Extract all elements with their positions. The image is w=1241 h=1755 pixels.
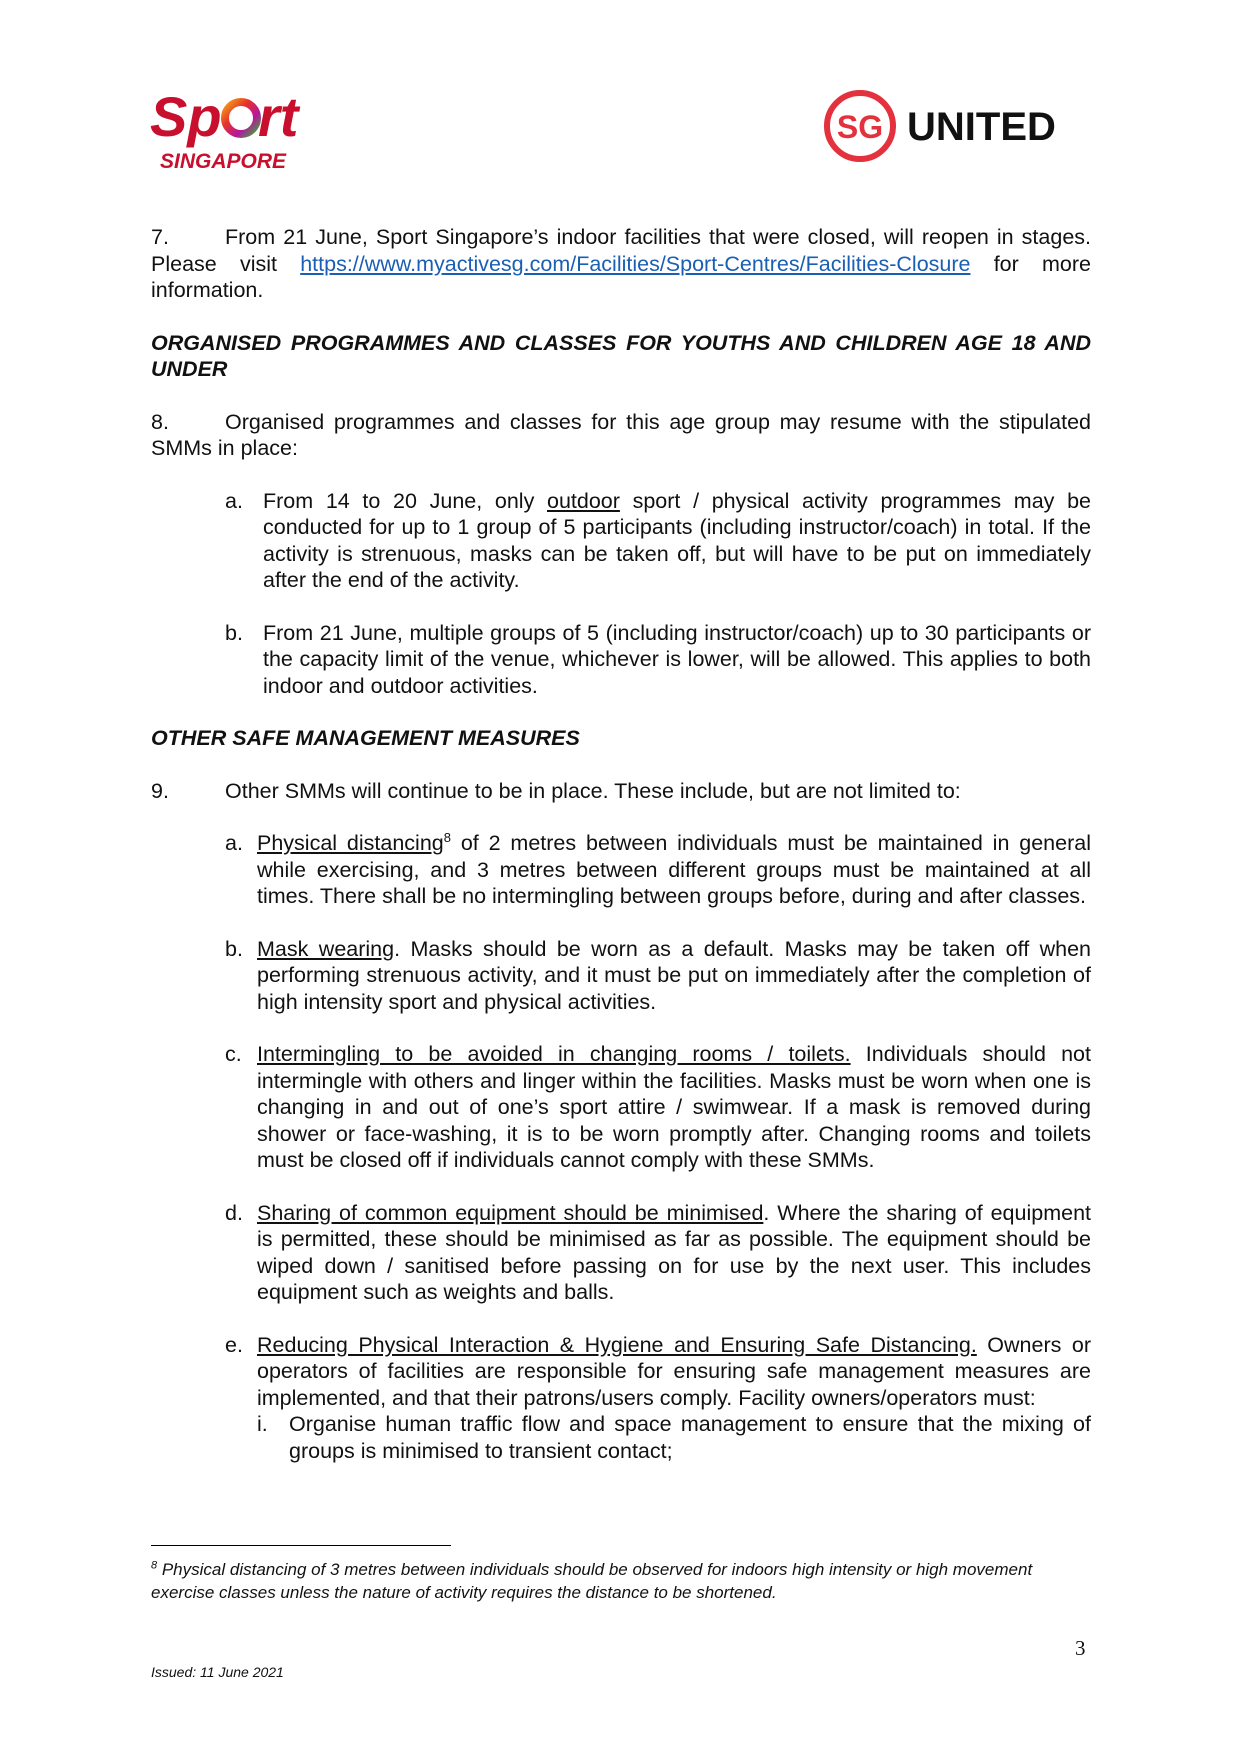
document-body xyxy=(151,224,1091,1464)
list-item-8b xyxy=(225,620,1091,700)
svg-text:SINGAPORE: SINGAPORE xyxy=(160,150,287,173)
list-text: Mask wearing. Masks should be worn as a default. Masks may be taken off when performing strenuous activity, and it must be put on immediately after the completion of high intensity sport and physical activities. xyxy=(257,936,1091,1014)
list-text: Intermingling to be avoided in changing rooms / toilets. Individuals should not intermingle with others and linger within the facilities. Masks must be worn when one is changing in and out of one’s sport attire / swimwear. If a mask is removed during shower or face-washing, it is to be worn promptly after. Changing rooms and toilets must be closed off if individuals cannot comply with these SMMs. xyxy=(257,1042,1091,1172)
paragraph-text-end: for more information. xyxy=(151,251,1091,302)
facilities-closure-link[interactable]: https://www.myactivesg.com/Facilities/Sport-Centres/Facilities-Closure xyxy=(300,251,971,276)
list-item-9d xyxy=(225,1200,1091,1306)
paragraph-9 xyxy=(151,778,1091,805)
list-item-9a xyxy=(225,830,1091,910)
list-label: c. xyxy=(225,1042,242,1066)
list-item-8a xyxy=(225,488,1091,594)
page-number: 3 xyxy=(1075,1636,1086,1660)
list-label: e. xyxy=(225,1332,243,1357)
footnote-text: Physical distancing of 3 metres between individuals should be observed for indoors high intensity or high movement exercise classes unless the nature of activity requires the distance to be shortened. xyxy=(151,1560,1033,1602)
paragraph-8 xyxy=(151,409,1091,462)
section-heading-other-smms: OTHER SAFE MANAGEMENT MEASURES xyxy=(151,726,580,750)
item-title: Mask wearing xyxy=(257,936,395,961)
list-item-9b xyxy=(225,936,1091,1016)
footnote-number: 8 xyxy=(151,1559,158,1572)
list-label: d. xyxy=(225,1200,243,1225)
paragraph-text: Other SMMs will continue to be in place. These include, but are not limited to: xyxy=(225,778,961,803)
paragraph-text: Organised programmes and classes for this age group may resume with the stipulated SMMs in place: xyxy=(151,409,1091,460)
item-title: Physical distancing xyxy=(257,831,444,855)
paragraph-number: 8. xyxy=(151,409,169,434)
svg-text:SG: SG xyxy=(836,109,884,145)
item-title: Reducing Physical Interaction & Hygiene and Ensuring Safe Distancing. xyxy=(257,1332,977,1357)
list-label: a. xyxy=(225,831,243,855)
sport-singapore-logo xyxy=(150,84,340,174)
list-text: Sharing of common equipment should be minimised. Where the sharing of equipment is permitted, these should be minimised as far as possible. The equipment should be wiped down / sanitised before passing on for use by the next user. This includes equipment such as weights and balls. xyxy=(257,1200,1092,1304)
sport-singapore-logo-mark xyxy=(150,84,340,174)
footnote-8 xyxy=(151,1558,1071,1604)
sub-label: i. xyxy=(257,1412,268,1436)
list-text: From 21 June, multiple groups of 5 (including instructor/coach) up to 30 participants or the capacity limit of the venue, whichever is lower, will be allowed. This applies to both indoor and outdoor activities. xyxy=(263,620,1091,698)
sg-united-logo-mark xyxy=(820,88,1090,172)
sub-text: Organise human traffic flow and space management to ensure that the mixing of groups is minimised to transient contact; xyxy=(289,1412,1091,1463)
underlined-term: outdoor xyxy=(547,488,620,513)
paragraph-number: 9. xyxy=(151,778,169,803)
list-item-9c xyxy=(225,1041,1091,1174)
sub-item-9e-i xyxy=(257,1411,1091,1464)
item-title: Sharing of common equipment should be minimised xyxy=(257,1200,764,1225)
section-heading-youth-programmes: ORGANISED PROGRAMMES AND CLASSES FOR YOUTHS AND CHILDREN AGE 18 AND UNDER xyxy=(151,330,1091,381)
paragraph-7 xyxy=(151,224,1091,304)
list-label: b. xyxy=(225,936,243,961)
sg-united-logo xyxy=(820,88,1090,172)
footnote-divider xyxy=(151,1545,451,1546)
paragraph-text: From 21 June, Sport Singapore’s indoor facilities that were closed, will reopen in stages. Please visit xyxy=(151,225,1091,276)
list-label: a. xyxy=(225,488,243,513)
paragraph-number: 7. xyxy=(151,225,169,249)
item-title: Intermingling to be avoided in changing rooms / toilets. xyxy=(257,1042,851,1066)
list-text: From 14 to 20 June, only outdoor sport / physical activity programmes may be conducted for up to 1 group of 5 participants (including instructor/coach) in total. If the activity is strenuous, masks can be taken off, but will have to be put on immediately after the end of the activity. xyxy=(263,488,1091,592)
list-text: Physical distancing$^8$ of 2 metres between individuals must be maintained in general while exercising, and 3 metres between different groups must be maintained at all times. There shall be no intermingling between groups before, during and after classes. xyxy=(257,829,1091,908)
list-label: b. xyxy=(225,620,243,645)
list-item-9e xyxy=(225,1332,1091,1465)
issued-date: Issued: 11 June 2021 xyxy=(151,1664,284,1680)
svg-text:rt: rt xyxy=(258,85,299,148)
svg-text:UNITED: UNITED xyxy=(907,105,1056,149)
svg-text:Sp: Sp xyxy=(150,85,222,148)
footnote-ref: 8 xyxy=(443,829,451,845)
list-text: Reducing Physical Interaction & Hygiene and Ensuring Safe Distancing. Owners or operators of facilities are responsible for ensuring safe management measures are implemented, and that their patrons/users comply. Facility owners/operators must: i. Organise human traffic flow and space management to ensure that the mixing of groups is minimised to transient contact; xyxy=(257,1332,1091,1463)
